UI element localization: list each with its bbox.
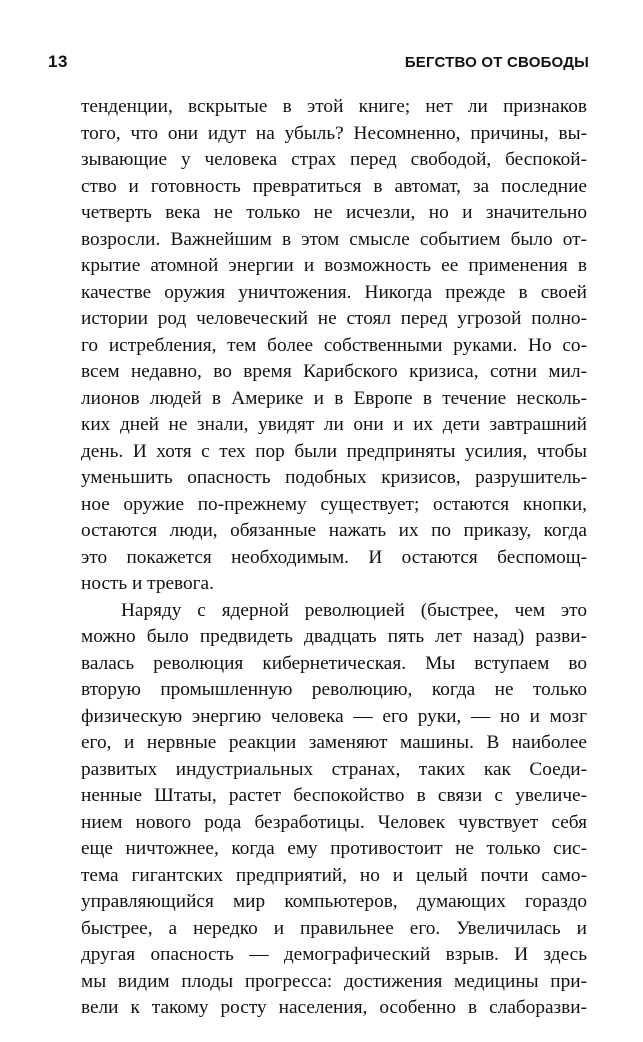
text-line: лионов людей в Америке и в Европе в течение несколь- — [81, 387, 587, 409]
text-line: вторую промышленную революцию, когда не только — [81, 679, 587, 700]
text-line: истории род человеческий не стоял перед угрозой полно- — [81, 308, 587, 329]
text-line: четверть века не только не исчезли, но и значительно — [81, 202, 587, 223]
text-line: можно было предвидеть двадцать пять лет назад) разви- — [81, 626, 587, 647]
body-text — [81, 94, 587, 1022]
text-line: нием нового рода безработицы. Человек чувствует себя — [81, 811, 587, 833]
text-line: ких дней не знали, увидят ли они и их дети завтрашний — [81, 414, 587, 435]
text-line: ненные Штаты, растет беспокойство в связи с увеличе- — [81, 785, 587, 806]
text-line: развитых индустриальных странах, таких как Соеди- — [81, 758, 587, 780]
text-line: быстрее, а нередко и правильнее его. Увеличилась и — [81, 917, 587, 939]
text-line: остаются люди, обязанные нажать их по приказу, когда — [81, 520, 587, 541]
page-number: 13 — [48, 52, 68, 71]
text-line: еще ничтожнее, когда ему противостоит не только сис- — [81, 838, 587, 859]
text-line: валась революция кибернетическая. Мы вступаем во — [81, 652, 587, 674]
text-line: ство и готовность превратиться в автомат, за последние — [81, 175, 587, 197]
text-line: ное оружие по-прежнему существует; остаются кнопки, — [81, 493, 587, 515]
text-line: ность и тревога. — [81, 573, 214, 594]
text-line: уменьшить опасность подобных кризисов, разрушитель- — [81, 467, 587, 488]
text-line: Наряду с ядерной революцией (быстрее, чем это — [121, 599, 587, 621]
text-line: его, и нервные реакции заменяют машины. В наиболее — [81, 732, 587, 753]
text-line: мы видим плоды прогресса: достижения медицины при- — [81, 970, 587, 992]
text-line: го истребления, тем более собственными руками. Но со- — [81, 334, 587, 356]
paragraph-1 — [81, 94, 587, 598]
text-line: зывающие у человека страх перед свободой, беспокой- — [81, 149, 587, 170]
text-line: всем недавно, во время Карибского кризиса, сотни мил- — [81, 361, 587, 382]
running-head — [48, 52, 589, 76]
text-line: день. И хотя с тех пор были предприняты усилия, чтобы — [81, 440, 587, 462]
text-line: вели к такому росту населения, особенно в слаборазви- — [81, 997, 587, 1018]
text-line: того, что они идут на убыль? Несомненно, причины, вы- — [81, 122, 587, 144]
text-line: тема гигантских предприятий, но и целый почти само- — [81, 864, 587, 886]
text-line: другая опасность — демографический взрыв. И здесь — [81, 944, 587, 965]
text-line: управляющийся мир компьютеров, думающих гораздо — [81, 891, 587, 912]
text-line: физическую энергию человека — его руки, — но и мозг — [81, 705, 587, 727]
text-line: крытие атомной энергии и возможность ее применения в — [81, 255, 587, 276]
text-line: качестве оружия уничтожения. Никогда прежде в своей — [81, 281, 587, 303]
text-line: тенденции, вскрытые в этой книге; нет ли признаков — [81, 96, 587, 117]
paragraph-2 — [81, 598, 587, 1022]
text-line: это покажется необходимым. И остаются беспомощ- — [81, 546, 587, 568]
book-title: БЕГСТВО ОТ СВОБОДЫ — [404, 54, 589, 71]
text-line: возросли. Важнейшим в этом смысле событием было от- — [81, 228, 587, 250]
